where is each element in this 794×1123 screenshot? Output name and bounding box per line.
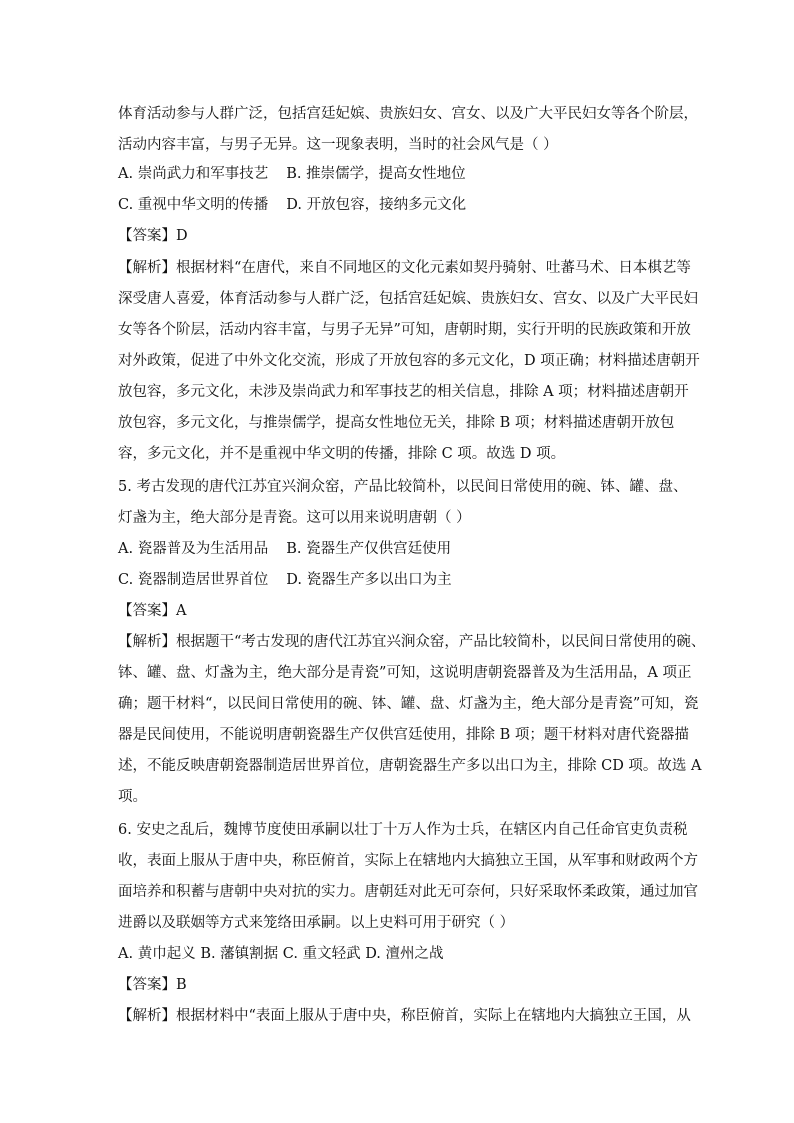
q5-analysis-line: 【解析】根据题干“考古发现的唐代江苏宜兴涧众窑，产品比较简朴，以民间日常使用的碗、	[118, 634, 706, 650]
q4-analysis-line: 深受唐人喜爱，体育活动参与人群广泛，包括宫廷妃嫔、贵族妇女、宫女、以及广大平民妇	[118, 291, 698, 307]
q6-options	[118, 939, 684, 970]
q5-stem-line: 灯盏为主，绝大部分是青瓷。这可以用来说明唐朝（ ）	[118, 510, 471, 526]
q4-stem-line: 活动内容丰富，与男子无异。这一现象表明，当时的社会风气是（ ）	[118, 137, 558, 153]
q5-analysis-line: 述，不能反映唐朝瓷器制造居世界首位，唐朝瓷器生产多以出口为主，排除 CD 项。故选 A	[118, 758, 702, 774]
q5-analysis-line: 确；题干材料“，以民间日常使用的碗、钵、罐、盘、灯盏为主，绝大部分是青瓷”可知，瓷	[118, 696, 699, 712]
q5-answer-text: 【答案】A	[118, 603, 187, 619]
q6-stem-line: 进爵以及联姻等方式来笼络田承嗣。以上史料可用于研究（ ）	[118, 915, 515, 931]
q4-analysis-line: 【解析】根据材料“在唐代，来自不同地区的文化元素如契丹骑射、吐蕃马术、日本棋艺等	[118, 260, 691, 276]
q4-answer-text: 【答案】D	[118, 228, 188, 244]
q4-option-c: C. 重视中华文明的传播	[118, 197, 269, 213]
q6-option-a: A. 黄巾起义	[118, 946, 196, 962]
q5-analysis	[118, 627, 706, 813]
q4-option-d: D. 开放包容，接纳多元文化	[286, 197, 467, 213]
q4-analysis-line: 女等各个阶层，活动内容丰富，与男子无异”可知，唐朝时期，实行开明的民族政策和开放	[118, 322, 691, 338]
q5-analysis-line: 钵、罐、盘、灯盏为主，绝大部分是青瓷”可知，这说明唐朝瓷器普及为生活用品，A 项正	[118, 665, 692, 681]
q4-analysis-line: 放包容，多元文化，与推崇儒学，提高女性地位无关，排除 B 项；材料描述唐朝开放包	[118, 415, 675, 431]
q4-analysis-line: 对外政策，促进了中外文化交流，形成了开放包容的多元文化，D 项正确；材料描述唐朝开	[118, 353, 700, 369]
q5-option-b: B. 瓷器生产仅供宫廷使用	[286, 541, 452, 557]
q6-stem-line: 收，表面上服从于唐中央，称臣俯首，实际上在辖地内大搞独立王国，从军事和财政两个方	[118, 853, 698, 869]
q5-answer	[118, 596, 684, 627]
q6-answer	[118, 970, 684, 1001]
q6-stem-line: 6. 安史之乱后，魏博节度使田承嗣以壮丁十万人作为士兵，在辖区内自己任命官吏负责税	[118, 822, 688, 838]
q5-option-d: D. 瓷器生产多以出口为主	[286, 572, 452, 588]
q4-analysis	[118, 253, 700, 470]
q4-stem	[118, 99, 698, 161]
q5-options	[118, 534, 684, 596]
q5-stem-line: 5. 考古发现的唐代江苏宜兴涧众窑，产品比较简朴，以民间日常使用的碗、钵、罐、盘、	[118, 479, 688, 495]
q6-option-d: D. 澶州之战	[365, 946, 444, 962]
q6-stem	[118, 815, 698, 939]
q4-option-a: A. 崇尚武力和军事技艺	[118, 166, 269, 182]
q5-stem	[118, 472, 688, 534]
q5-option-a: A. 瓷器普及为生活用品	[118, 541, 269, 557]
q5-option-c: C. 瓷器制造居世界首位	[118, 572, 269, 588]
q5-analysis-line: 器是民间使用，不能说明唐朝瓷器生产仅供宫廷使用，排除 B 项；题干材料对唐代瓷器描	[118, 727, 689, 743]
q6-analysis-line: 【解析】根据材料中“表面上服从于唐中央，称臣俯首，实际上在辖地内大搞独立王国，从	[118, 1008, 691, 1024]
q4-option-row	[118, 190, 684, 221]
q4-option-row	[118, 159, 684, 190]
q6-option-b: B. 藩镇割据	[200, 946, 279, 962]
q6-stem-line: 面培养和积蓄与唐朝中央对抗的实力。唐朝廷对此无可奈何，只好采取怀柔政策，通过加官	[118, 884, 698, 900]
q6-option-c: C. 重文轻武	[282, 946, 361, 962]
q5-analysis-line: 项。	[118, 789, 147, 805]
q4-stem-line: 体育活动参与人群广泛，包括宫廷妃嫔、贵族妇女、宫女、以及广大平民妇女等各个阶层，	[118, 106, 698, 122]
q6-answer-text: 【答案】B	[118, 977, 187, 993]
q4-answer	[118, 221, 684, 252]
q4-analysis-line: 容，多元文化，并不是重视中华文明的传播，排除 C 项。故选 D 项。	[118, 446, 566, 462]
q4-option-b: B. 推崇儒学，提高女性地位	[286, 166, 466, 182]
q5-option-row	[118, 534, 684, 565]
q6-analysis	[118, 1001, 691, 1032]
q6-option-row	[118, 939, 684, 970]
q4-options	[118, 159, 684, 221]
q4-analysis-line: 放包容，多元文化，未涉及崇尚武力和军事技艺的相关信息，排除 A 项；材料描述唐朝开	[118, 384, 689, 400]
q5-option-row	[118, 565, 684, 596]
